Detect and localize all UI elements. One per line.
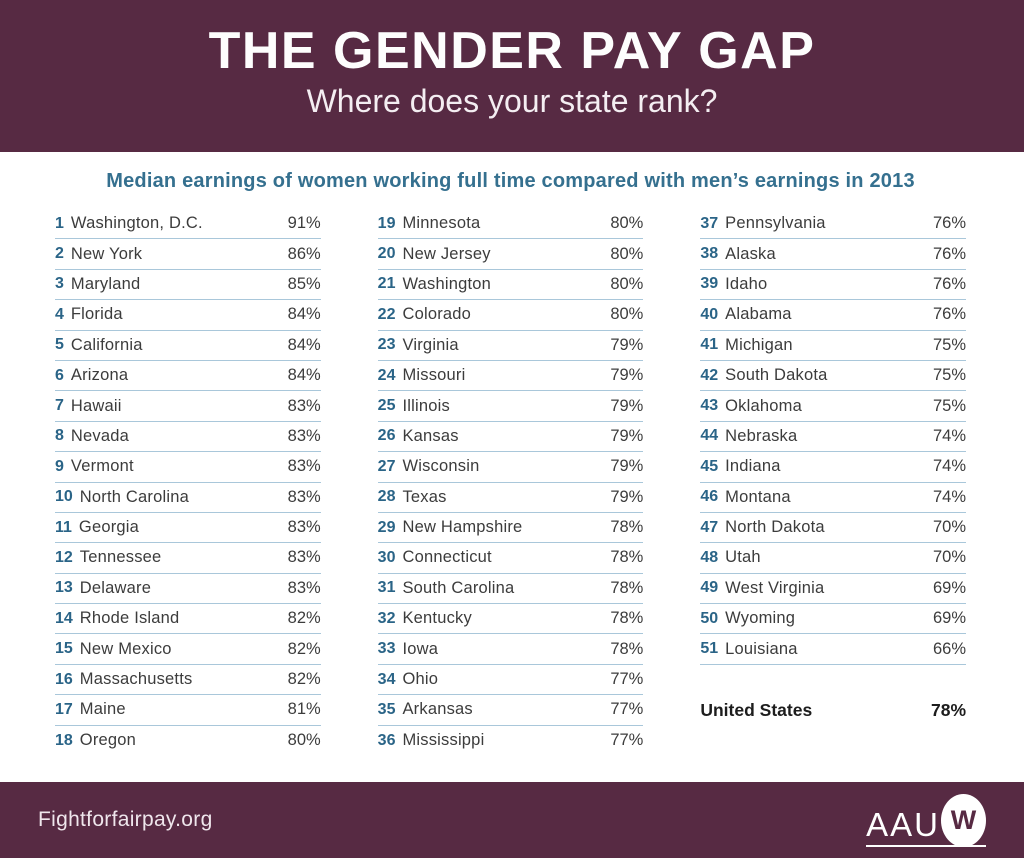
website-text: Fightforfairpay.org (38, 808, 213, 831)
table-columns (55, 209, 966, 756)
state-name: Oklahoma (725, 396, 802, 415)
state-percentage: 78% (610, 639, 644, 658)
state-percentage: 78% (610, 518, 644, 537)
state-rank: 42 (700, 366, 719, 384)
table-caption: Median earnings of women working full time compared with men’s earnings in 2013 (106, 170, 915, 192)
state-name: Nevada (70, 426, 129, 445)
table-row (55, 543, 321, 573)
table-row (55, 452, 321, 482)
state-percentage: 75% (932, 366, 967, 385)
state-rank: 28 (377, 488, 396, 506)
state-name: North Carolina (79, 487, 189, 506)
state-name: Pennsylvania (725, 214, 826, 233)
state-name: North Dakota (725, 518, 825, 537)
state-name: Hawaii (70, 396, 122, 415)
state-name: New Hampshire (402, 518, 523, 537)
state-rank: 13 (55, 579, 73, 597)
us-summary-value: 78% (930, 700, 967, 721)
state-name: Washington, D.C. (70, 214, 203, 233)
table-row (55, 513, 321, 543)
state-percentage: 76% (932, 244, 967, 263)
table-row (700, 513, 966, 543)
state-name: Texas (402, 487, 447, 506)
state-percentage: 85% (287, 274, 321, 293)
header (0, 0, 1024, 152)
state-name: South Dakota (725, 366, 828, 385)
state-percentage: 83% (287, 548, 321, 567)
state-name: Montana (725, 487, 791, 506)
state-rank: 33 (377, 640, 396, 658)
rank-column-1 (55, 209, 321, 756)
state-percentage: 79% (610, 396, 644, 415)
state-name: Idaho (725, 274, 768, 293)
state-name: Arizona (70, 366, 129, 385)
table-row (378, 391, 644, 421)
state-name: Michigan (725, 335, 793, 354)
state-name: South Carolina (402, 578, 515, 597)
state-percentage: 82% (287, 639, 321, 658)
state-name: Missouri (402, 366, 466, 385)
state-percentage: 77% (610, 670, 644, 689)
state-percentage: 83% (287, 518, 321, 537)
state-percentage: 80% (610, 274, 644, 293)
state-percentage: 78% (610, 609, 644, 628)
table-row (700, 574, 966, 604)
state-name: West Virginia (725, 578, 825, 597)
state-percentage: 78% (610, 578, 644, 597)
state-name: Maryland (70, 274, 141, 293)
state-name: California (70, 335, 143, 354)
state-name: Oregon (79, 731, 137, 750)
state-percentage: 70% (932, 518, 967, 537)
state-rank: 38 (700, 245, 719, 263)
state-percentage: 79% (610, 335, 644, 354)
state-name: Kansas (402, 426, 459, 445)
state-name: Rhode Island (79, 609, 180, 628)
state-name: Massachusetts (79, 670, 193, 689)
state-percentage: 74% (932, 487, 967, 506)
table-row (55, 574, 321, 604)
state-rank: 44 (700, 427, 719, 445)
state-name: Maine (79, 700, 126, 719)
state-rank: 47 (700, 518, 719, 536)
state-rank: 18 (55, 731, 73, 749)
state-rank: 26 (377, 427, 396, 445)
table-row (55, 209, 321, 239)
state-percentage: 81% (287, 700, 321, 719)
table-row (378, 574, 644, 604)
state-rank: 30 (377, 548, 396, 566)
state-rank: 31 (377, 579, 396, 597)
state-name: Kentucky (402, 609, 472, 628)
aauw-logo-letters: AAU (866, 805, 940, 843)
state-rank: 10 (55, 488, 73, 506)
state-rank: 37 (700, 214, 719, 232)
table-row (378, 452, 644, 482)
state-name: Florida (70, 305, 123, 324)
state-rank: 9 (55, 457, 64, 475)
state-percentage: 77% (610, 700, 644, 719)
state-rank: 27 (377, 457, 396, 475)
table-row (55, 665, 321, 695)
state-rank: 29 (377, 518, 396, 536)
state-percentage: 76% (932, 274, 967, 293)
table-row (700, 634, 966, 664)
state-percentage: 79% (610, 487, 644, 506)
state-percentage: 70% (932, 548, 967, 567)
table-row (700, 300, 966, 330)
table-row (55, 422, 321, 452)
state-percentage: 83% (287, 457, 321, 476)
state-rank: 36 (377, 731, 396, 749)
page-title: THE GENDER PAY GAP (208, 22, 816, 80)
aauw-logo (866, 794, 986, 847)
state-name: Washington (402, 274, 491, 293)
table-row (55, 361, 321, 391)
state-rank: 7 (55, 397, 64, 415)
state-name: Louisiana (725, 639, 798, 658)
table-row (700, 483, 966, 513)
state-rank: 45 (700, 457, 719, 475)
state-rank: 50 (700, 609, 719, 627)
table-row (55, 300, 321, 330)
table-row (378, 483, 644, 513)
state-name: Wyoming (725, 609, 796, 628)
state-rank: 35 (377, 700, 396, 718)
table-row (55, 634, 321, 664)
state-rank: 48 (700, 548, 719, 566)
state-percentage: 83% (287, 426, 321, 445)
table-row (378, 270, 644, 300)
ranking-table (0, 170, 1024, 756)
state-percentage: 83% (287, 487, 321, 506)
state-percentage: 86% (287, 244, 321, 263)
state-name: Iowa (402, 639, 439, 658)
table-row (700, 239, 966, 269)
table-row (378, 209, 644, 239)
state-percentage: 80% (610, 244, 644, 263)
state-name: Arkansas (402, 700, 473, 719)
table-row (378, 634, 644, 664)
state-rank: 4 (55, 305, 64, 323)
table-row (55, 726, 321, 756)
state-percentage: 82% (287, 609, 321, 628)
state-rank: 32 (377, 609, 396, 627)
state-name: Alaska (725, 244, 776, 263)
state-rank: 51 (700, 640, 719, 658)
table-row (700, 452, 966, 482)
table-row (378, 513, 644, 543)
state-percentage: 80% (610, 214, 644, 233)
table-row (55, 270, 321, 300)
state-rank: 6 (55, 366, 64, 384)
footer (0, 782, 1024, 858)
state-name: Vermont (70, 457, 134, 476)
state-name: New Jersey (402, 244, 491, 263)
state-percentage: 84% (287, 366, 321, 385)
state-rank: 23 (377, 336, 396, 354)
state-percentage: 83% (287, 578, 321, 597)
state-percentage: 79% (610, 426, 644, 445)
state-name: Illinois (402, 396, 450, 415)
table-row (378, 300, 644, 330)
table-row (700, 209, 966, 239)
state-percentage: 83% (287, 396, 321, 415)
state-rank: 19 (377, 214, 396, 232)
state-name: Indiana (725, 457, 781, 476)
table-row (55, 695, 321, 725)
rank-column-2 (378, 209, 644, 756)
table-row (55, 239, 321, 269)
state-rank: 22 (377, 305, 396, 323)
state-percentage: 84% (287, 305, 321, 324)
state-percentage: 79% (610, 366, 644, 385)
state-percentage: 77% (610, 731, 644, 750)
state-percentage: 74% (932, 426, 967, 445)
state-name: Utah (725, 548, 761, 567)
state-rank: 34 (377, 670, 396, 688)
state-name: New York (70, 244, 143, 263)
state-percentage: 69% (932, 609, 967, 628)
table-row (378, 543, 644, 573)
state-rank: 2 (55, 245, 64, 263)
table-row (55, 331, 321, 361)
table-row (700, 361, 966, 391)
state-percentage: 75% (932, 396, 967, 415)
state-percentage: 80% (287, 731, 321, 750)
table-row (378, 665, 644, 695)
state-rank: 3 (55, 275, 64, 293)
state-percentage: 82% (287, 670, 321, 689)
table-row (378, 726, 644, 756)
state-name: Delaware (79, 578, 152, 597)
state-percentage: 91% (287, 214, 321, 233)
table-row (378, 695, 644, 725)
state-rank: 15 (55, 640, 73, 658)
state-rank: 24 (377, 366, 396, 384)
table-row (378, 422, 644, 452)
state-percentage: 76% (932, 305, 967, 324)
state-rank: 21 (377, 275, 396, 293)
state-name: Wisconsin (402, 457, 480, 476)
state-rank: 20 (377, 245, 396, 263)
us-summary-row (700, 696, 966, 726)
state-name: Ohio (402, 670, 439, 689)
aauw-w-icon: W (941, 794, 986, 847)
state-percentage: 78% (610, 548, 644, 567)
state-name: Mississippi (402, 731, 485, 750)
table-row (700, 391, 966, 421)
state-percentage: 79% (610, 457, 644, 476)
table-row (700, 543, 966, 573)
state-name: Tennessee (79, 548, 162, 567)
state-name: Connecticut (402, 548, 492, 567)
state-percentage: 76% (932, 214, 967, 233)
table-row (378, 239, 644, 269)
table-row (700, 331, 966, 361)
state-rank: 46 (700, 488, 719, 506)
table-row (378, 331, 644, 361)
table-row (55, 483, 321, 513)
page-subtitle: Where does your state rank? (306, 83, 718, 119)
state-rank: 11 (55, 518, 72, 536)
state-rank: 39 (700, 275, 719, 293)
state-percentage: 74% (932, 457, 967, 476)
table-row (378, 361, 644, 391)
state-rank: 16 (55, 670, 73, 688)
state-percentage: 75% (932, 335, 967, 354)
table-row (700, 604, 966, 634)
state-name: New Mexico (79, 639, 172, 658)
rank-column-3 (700, 209, 966, 756)
state-percentage: 80% (610, 305, 644, 324)
state-rank: 25 (377, 397, 396, 415)
state-rank: 14 (55, 609, 73, 627)
us-summary-label: United States (700, 700, 813, 721)
table-row (55, 391, 321, 421)
state-rank: 12 (55, 548, 73, 566)
table-row (700, 270, 966, 300)
state-rank: 43 (700, 397, 719, 415)
state-name: Minnesota (402, 214, 481, 233)
table-row (55, 604, 321, 634)
state-rank: 49 (700, 579, 719, 597)
state-rank: 1 (55, 214, 64, 232)
state-rank: 40 (700, 305, 719, 323)
table-row (378, 604, 644, 634)
state-name: Virginia (402, 335, 459, 354)
state-rank: 8 (55, 427, 64, 445)
state-percentage: 84% (287, 335, 321, 354)
state-rank: 5 (55, 336, 64, 354)
state-percentage: 66% (932, 639, 967, 658)
state-name: Nebraska (725, 426, 798, 445)
state-rank: 17 (55, 700, 73, 718)
state-name: Georgia (78, 518, 140, 537)
state-name: Colorado (402, 305, 472, 324)
state-name: Alabama (725, 305, 792, 324)
state-rank: 41 (700, 336, 719, 354)
state-percentage: 69% (932, 578, 967, 597)
table-row (700, 422, 966, 452)
